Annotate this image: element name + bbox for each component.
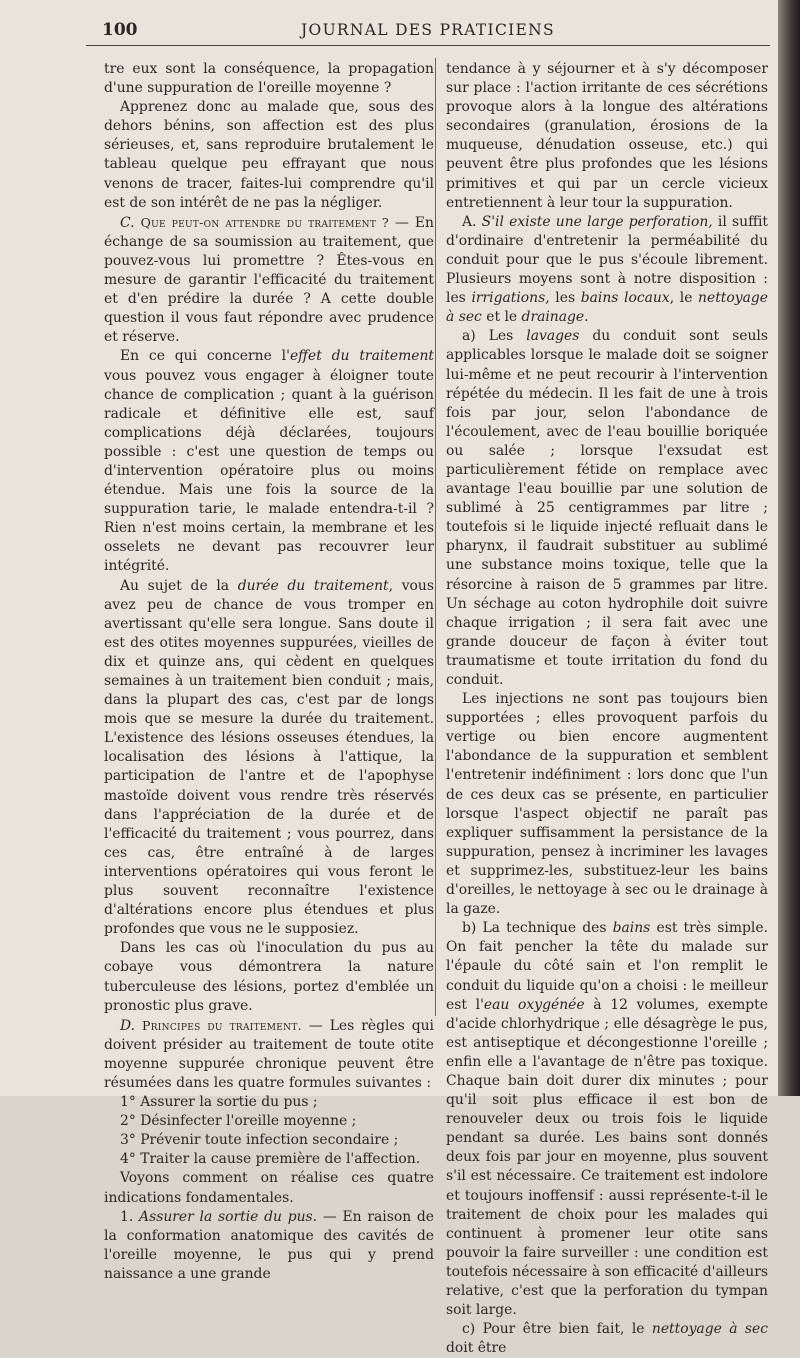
- list-item: 1° Assurer la sortie du pus ;: [120, 1094, 318, 1111]
- text-run: — En raison de la conformation anatomique des cavités de l'oreille moyenne, le pus qui y prend naissance a une grande: [104, 1208, 435, 1282]
- paragraph: [104, 577, 434, 940]
- section-text: — En échange de sa soumission au traitement, que pouvez-vous lui promettre ? Êtes-vous en mesure de garantir l'efficacité du traitement et d'en prédire la durée ? A cette double question il vous faut répondre avec prudence et réserve.: [104, 214, 434, 346]
- right-column: [446, 60, 768, 1358]
- emphasis: bains: [612, 920, 651, 937]
- text-run: , les: [545, 290, 581, 307]
- paragraph: [446, 919, 768, 1320]
- subsection-number: 1.: [120, 1208, 134, 1225]
- emphasis: nettoyage à sec: [651, 1321, 768, 1338]
- emphasis: durée du traitement: [237, 577, 389, 594]
- paragraph: tre eux sont la conséquence, la propagation d'une suppuration de l'oreille moyenne ?: [104, 61, 434, 97]
- text-run: a) Les: [462, 328, 527, 345]
- section-d: [104, 1016, 434, 1093]
- header-rule: [86, 45, 770, 46]
- paragraph: Les injections ne sont pas toujours bien supportées ; elles provoquent parfois du vertige ou bien encore augmentent l'abondance de la suppuration et semblent l'entretenir indéfiniment : lors donc que l'un de ces deux cas se présente, en particulier lorsque l'aspect objectif ne paraît pas expliquer suffisamment la persistance de la suppuration, pensez à incriminer les lavages et supprimez-les, substituez-leur les bains d'oreilles, le nettoyage à sec ou le drainage à la gaze.: [446, 691, 768, 918]
- running-title: JOURNAL DES PRATICIENS: [301, 21, 555, 39]
- text-run: il suffit d'ordinaire d'entretenir la perméabilité du conduit pour que le pus s'écoule librement. Plusieurs moyens sont à notre disposition : les: [446, 213, 768, 307]
- text-run: , le: [669, 290, 699, 307]
- subsection-1: [104, 1208, 434, 1284]
- subsection-letter: A.: [462, 213, 477, 230]
- text-run: Au sujet de la: [120, 577, 238, 594]
- subsection-a: [446, 213, 768, 328]
- section-text: — Les règles qui doivent présider au traitement de toute otite moyenne suppurée chronique peuvent être résumées dans les quatre formules suivantes :: [104, 1017, 434, 1091]
- paragraph: tendance à y séjourner et à s'y décomposer sur place : l'action irritante de ces sécrétions provoque alors à la longue des altérations secondaires (granulation, érosions de la muqueuse, dénudation osseuse, etc.) qui peuvent être plus profondes que les lésions primitives et qui par un cercle vicieux entretiennent à leur tour la suppuration.: [446, 61, 768, 211]
- paragraph: Dans les cas où l'inoculation du pus au cobaye vous démontrera la nature tuberculeuse des lésions, portez d'emblée un pronostic plus grave.: [104, 940, 434, 1014]
- text-run: et le: [481, 309, 522, 326]
- paragraph: [446, 1320, 768, 1358]
- section-letter: C.: [120, 214, 135, 231]
- emphasis: drainage: [521, 309, 585, 326]
- section-heading: Principes du traitement.: [142, 1017, 302, 1033]
- emphasis: lavages: [526, 328, 580, 345]
- emphasis: effet du traitement: [289, 348, 435, 365]
- text-run: c) Pour être bien fait, le: [462, 1321, 652, 1338]
- subsection-title: Assurer la sortie du pus.: [139, 1208, 318, 1225]
- paragraph: Apprenez donc au malade que, sous des dehors bénins, son affection est des plus sérieuses, et, sans reproduire brutalement le tableau quelque peu effrayant que nous venons de tracer, faites-lui comprendre qu'il est de son intérêt de ne pas la négliger.: [104, 99, 434, 211]
- list-item: 2° Désinfecter l'oreille moyenne ;: [120, 1113, 357, 1130]
- text-run: du conduit sont seuls applicables lorsque le malade doit se soigner lui-même et ne peut recourir à l'intervention répétée du médecin. Il les fait de une à trois fois par jour, selon l'abondance de l'écoulement, avec de l'eau bouillie boriquée ou salée ; lorsque l'exsudat est particulièrement fétide on remplace avec avantage l'eau bouillie par une solution de sublimé à 25 centigrammes par litre ; toutefois si le liquide injecté refluait dans le pharynx, il faudrait substituer au sublimé une substance moins toxique, telle que la résorcine à raison de 5 grammes par litre. Un séchage au coton hydrophile doit suivre chaque irrigation ; il sera fait avec une grande douceur de façon à éviter tout traumatisme et toute irritation du fond du conduit.: [446, 328, 768, 688]
- emphasis: nettoyage à sec: [446, 290, 768, 326]
- page-number: 100: [102, 20, 138, 40]
- text-run: b) La technique des: [462, 920, 613, 937]
- column-rule: [435, 58, 436, 1016]
- text-run: est très simple. On fait pencher la tête du malade sur l'épaule du côté sain et l'on remplit le conduit du liquide qu'on a choisi : le meilleur est l': [446, 920, 768, 1013]
- section-letter: D.: [120, 1017, 136, 1034]
- text-run: vous pouvez vous engager à éloigner toute chance de complication ; quant à la guérison radicale et définitive elle est, sauf complications déjà déclarées, toujours possible : c'est une question de temps ou d'intervention opératoire plus ou moins étendue. Mais une fois la source de la suppuration tarie, le malade entendra-t-il ? Rien n'est moins certain, la membrane et les osselets ne devant pas recouvrer leur intégrité.: [104, 367, 434, 575]
- text-run: En ce qui concerne l': [120, 348, 290, 365]
- emphasis: S'il existe une large perforation,: [481, 213, 713, 230]
- text-run: à 12 volumes, exempte d'acide chlorhydrique ; elle désagrège le pus, est antiseptique et décongestionne l'oreille ; enfin elle a l'avantage de n'être pas toxique. Chaque bain doit durer dix minutes ; pour qu'il soit plus efficace il est bon de renouveler deux ou trois fois le liquide pendant sa durée. Les bains sont donnés deux fois par jour en moyenne, plus souvent s'il est nécessaire. Ce traitement est indolore et toujours inoffensif : aussi représente-t-il le traitement de choix pour les malades qui continuent à promener leur otite sans pouvoir la faire surveiller : une condition est toutefois nécessaire à son efficacité d'ailleurs relative, c'est que la perforation du tympan soit large.: [446, 996, 768, 1319]
- list-item: 4° Traiter la cause première de l'affection.: [120, 1151, 421, 1168]
- page-header: [88, 18, 768, 42]
- text-run: , vous avez peu de chance de vous tromper en avertissant qu'elle sera longue. Sans doute il est des otites moyennes suppurées, vieilles de dix et quinze ans, qui cèdent en quelques semaines à un traitement bien conduit ; mais, dans la plupart des cas, c'est par de longs mois que se mesure la durée du traitement. L'existence des lésions osseuses étendues, la localisation des lésions à l'attique, la participation de l'antre et de l'apophyse mastoïde doivent vous rendre très réservés dans l'appréciation de la durée et de l'efficacité du traitement ; vous pourrez, dans ces cas, être entraîné à de larges interventions opératoires qui vous feront le plus souvent reconnaître l'existence d'altérations encore plus étendues et plus profondes que vous ne le supposiez.: [104, 577, 434, 938]
- list-item: 3° Prévenir toute infection secondaire ;: [120, 1132, 399, 1149]
- emphasis: irrigations: [471, 290, 546, 307]
- book-binding-shadow: [778, 0, 800, 1096]
- emphasis: eau oxygénée: [483, 996, 585, 1013]
- paragraph: Voyons comment on réalise ces quatre indications fondamentales.: [104, 1170, 434, 1206]
- text-run: doit être: [446, 1340, 507, 1357]
- paragraph: [446, 327, 768, 690]
- emphasis: bains locaux: [580, 290, 670, 307]
- text-run: .: [584, 309, 589, 326]
- section-c: [104, 213, 434, 348]
- left-column: [104, 60, 434, 1284]
- paragraph: [104, 347, 434, 576]
- section-heading: Que peut-on attendre du traitement ?: [140, 214, 390, 230]
